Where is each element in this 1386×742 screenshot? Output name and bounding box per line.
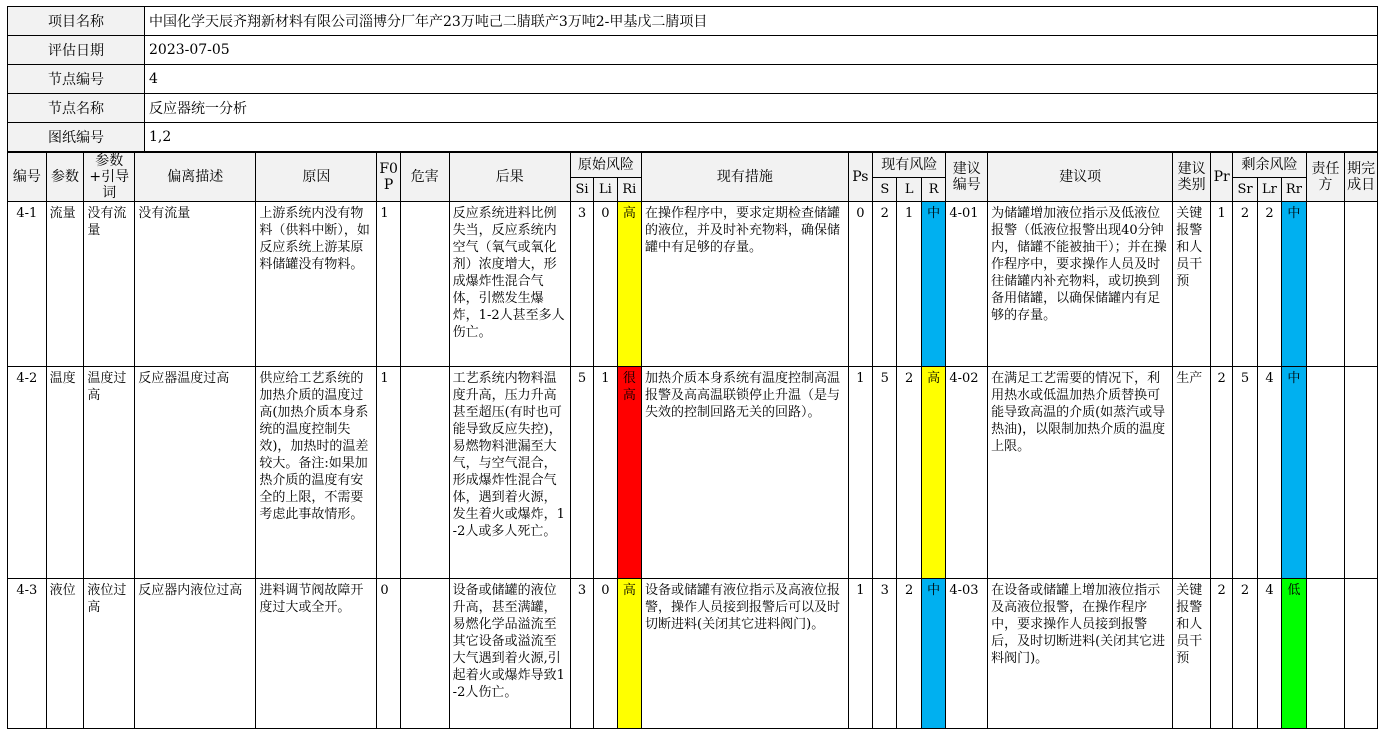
row-no: 4-1 <box>8 202 47 367</box>
row-pr: 2 <box>1210 367 1232 579</box>
row-s: 3 <box>873 579 897 729</box>
node-name-label: 节点名称 <box>8 94 145 123</box>
row-rec-no: 4-03 <box>946 579 988 729</box>
row-r-level: 中 <box>921 202 945 367</box>
date-row <box>8 36 1378 65</box>
drawing-row <box>8 123 1378 152</box>
node-name-value[interactable]: 反应器统一分析 <box>145 94 1378 123</box>
col-si: Si <box>570 178 593 202</box>
row-guide: 温度过高 <box>84 367 135 579</box>
row-l: 1 <box>897 202 921 367</box>
row-si: 3 <box>570 579 593 729</box>
row-hazard <box>400 202 449 367</box>
row-lr: 4 <box>1257 579 1281 729</box>
row-owner[interactable] <box>1306 202 1345 367</box>
col-rec-type: 建议类别 <box>1173 153 1211 202</box>
row-cause: 供应给工艺系统的加热介质的温度过高(加热介质本身系统的温度控制失效)，加热时的温差较大。备注:如果加热介质的温度有安全的上限，不需要考虑此事故情形。 <box>256 367 377 579</box>
row-no: 4-3 <box>8 579 47 729</box>
header-row <box>8 153 1378 178</box>
row-deviation: 反应器内液位过高 <box>135 579 256 729</box>
row-rec-type: 生产 <box>1173 367 1211 579</box>
row-rec: 在满足工艺需要的情况下，利用热水或低温加热介质替换可能导致高温的介质(如蒸汽或导热油)，以限制加热介质的温度上限。 <box>988 367 1173 579</box>
row-ps: 1 <box>848 367 872 579</box>
col-l: L <box>897 178 921 202</box>
row-measures: 加热介质本身系统有温度控制高温报警及高高温联锁停止升温（是与失效的控制回路无关的回路）。 <box>642 367 849 579</box>
row-r-level: 中 <box>921 579 945 729</box>
row-deviation: 反应器温度过高 <box>135 367 256 579</box>
col-ps: Ps <box>848 153 872 202</box>
row-pr: 1 <box>1210 202 1232 367</box>
col-consequence: 后果 <box>449 153 570 202</box>
col-orig-risk: 原始风险 <box>570 153 641 178</box>
row-cause: 进料调节阀故障开度过大或全开。 <box>256 579 377 729</box>
col-s: S <box>873 178 897 202</box>
row-ri-level: 很高 <box>617 367 641 579</box>
row-hazard <box>400 367 449 579</box>
row-owner[interactable] <box>1306 579 1345 729</box>
row-guide: 没有流量 <box>84 202 135 367</box>
col-lr: Lr <box>1257 178 1281 202</box>
row-li: 1 <box>594 367 617 579</box>
project-info-table <box>7 6 1378 152</box>
col-curr-risk: 现有风险 <box>873 153 946 178</box>
row-fp: 1 <box>377 367 400 579</box>
project-row <box>8 7 1378 36</box>
col-param: 参数 <box>46 153 84 202</box>
row-no: 4-2 <box>8 367 47 579</box>
col-no: 编号 <box>8 153 47 202</box>
row-ps: 0 <box>848 202 872 367</box>
row-owner[interactable] <box>1306 367 1345 579</box>
project-label: 项目名称 <box>8 7 145 36</box>
col-pr: Pr <box>1210 153 1232 202</box>
drawing-label: 图纸编号 <box>8 123 145 152</box>
table-row[interactable] <box>8 202 1378 367</box>
row-ri-level: 高 <box>617 202 641 367</box>
hazop-table <box>7 152 1378 729</box>
col-rr: Rr <box>1282 178 1306 202</box>
row-deadline[interactable] <box>1345 202 1378 367</box>
row-r-level: 高 <box>921 367 945 579</box>
col-deviation: 偏离描述 <box>135 153 256 202</box>
row-rr-level: 中 <box>1282 202 1306 367</box>
row-li: 0 <box>594 579 617 729</box>
row-s: 5 <box>873 367 897 579</box>
row-measures: 在操作程序中，要求定期检查储罐的液位，并及时补充物料，确保储罐中有足够的存量。 <box>642 202 849 367</box>
node-no-row <box>8 65 1378 94</box>
row-s: 2 <box>873 202 897 367</box>
row-rec-type: 关键报警和人员干预 <box>1173 579 1211 729</box>
col-hazard: 危害 <box>400 153 449 202</box>
table-row[interactable] <box>8 367 1378 579</box>
row-si: 5 <box>570 367 593 579</box>
col-ri: Ri <box>617 178 641 202</box>
row-l: 2 <box>897 579 921 729</box>
col-cause: 原因 <box>256 153 377 202</box>
drawing-value[interactable]: 1,2 <box>145 123 1378 152</box>
row-fp: 1 <box>377 202 400 367</box>
row-guide: 液位过高 <box>84 579 135 729</box>
row-rr-level: 低 <box>1282 579 1306 729</box>
col-deadline: 期完成日 <box>1345 153 1378 202</box>
row-consequence: 反应系统进料比例失当，反应系统内空气（氧气或氧化剂）浓度增大，形成爆炸性混合气体，引燃发生爆炸，1-2人甚至多人伤亡。 <box>449 202 570 367</box>
project-value[interactable]: 中国化学天辰齐翔新材料有限公司淄博分厂年产23万吨己二腈联产3万吨2-甲基戊二腈项目 <box>145 7 1378 36</box>
row-si: 3 <box>570 202 593 367</box>
row-deadline[interactable] <box>1345 367 1378 579</box>
row-ps: 1 <box>848 579 872 729</box>
col-li: Li <box>594 178 617 202</box>
row-rec-no: 4-01 <box>946 202 988 367</box>
row-cause: 上游系统内没有物料（供料中断），如反应系统上游某原料储罐没有物料。 <box>256 202 377 367</box>
row-sr: 5 <box>1233 367 1257 579</box>
node-name-row <box>8 94 1378 123</box>
col-rec-no: 建议编号 <box>946 153 988 202</box>
row-deadline[interactable] <box>1345 579 1378 729</box>
date-value[interactable]: 2023-07-05 <box>145 36 1378 65</box>
row-rec-no: 4-02 <box>946 367 988 579</box>
row-ri-level: 高 <box>617 579 641 729</box>
table-row[interactable] <box>8 579 1378 729</box>
row-param: 流量 <box>46 202 84 367</box>
col-r: R <box>921 178 945 202</box>
col-param-guide: 参数+引导词 <box>84 153 135 202</box>
row-fp: 0 <box>377 579 400 729</box>
row-param: 温度 <box>46 367 84 579</box>
row-consequence: 设备或储罐的液位升高，甚至满罐，易燃化学品溢流至其它设备或溢流至大气遇到着火源,引起着火或爆炸导致1-2人伤亡。 <box>449 579 570 729</box>
row-lr: 4 <box>1257 367 1281 579</box>
row-rec-type: 关键报警和人员干预 <box>1173 202 1211 367</box>
col-sr: Sr <box>1233 178 1257 202</box>
row-measures: 设备或储罐有液位指示及高液位报警，操作人员接到报警后可以及时切断进料(关闭其它进料阀门)。 <box>642 579 849 729</box>
col-rec: 建议项 <box>988 153 1173 202</box>
row-hazard <box>400 579 449 729</box>
row-pr: 2 <box>1210 579 1232 729</box>
date-label: 评估日期 <box>8 36 145 65</box>
row-sr: 2 <box>1233 579 1257 729</box>
node-no-value[interactable]: 4 <box>145 65 1378 94</box>
row-rec: 为储罐增加液位指示及低液位报警（低液位报警出现40分钟内，储罐不能被抽干）；并在操作程序中，要求操作人员及时往储罐内补充物料，或切换到备用储罐，以确保储罐内有足够的存量。 <box>988 202 1173 367</box>
row-rec: 在设备或储罐上增加液位指示及高液位报警，在操作程序中，要求操作人员接到报警后，及时切断进料(关闭其它进料阀门)。 <box>988 579 1173 729</box>
col-owner: 责任方 <box>1306 153 1345 202</box>
col-fp: F0P <box>377 153 400 202</box>
node-no-label: 节点编号 <box>8 65 145 94</box>
row-consequence: 工艺系统内物料温度升高，压力升高甚至超压(有时也可能导致反应失控)，易燃物料泄漏至大气，与空气混合，形成爆炸性混合气体，遇到着火源，发生着火或爆炸，1-2人或多人死亡。 <box>449 367 570 579</box>
row-rr-level: 中 <box>1282 367 1306 579</box>
col-res-risk: 剩余风险 <box>1233 153 1306 178</box>
col-measures: 现有措施 <box>642 153 849 202</box>
row-li: 0 <box>594 202 617 367</box>
row-sr: 2 <box>1233 202 1257 367</box>
row-deviation: 没有流量 <box>135 202 256 367</box>
row-l: 2 <box>897 367 921 579</box>
row-param: 液位 <box>46 579 84 729</box>
row-lr: 2 <box>1257 202 1281 367</box>
